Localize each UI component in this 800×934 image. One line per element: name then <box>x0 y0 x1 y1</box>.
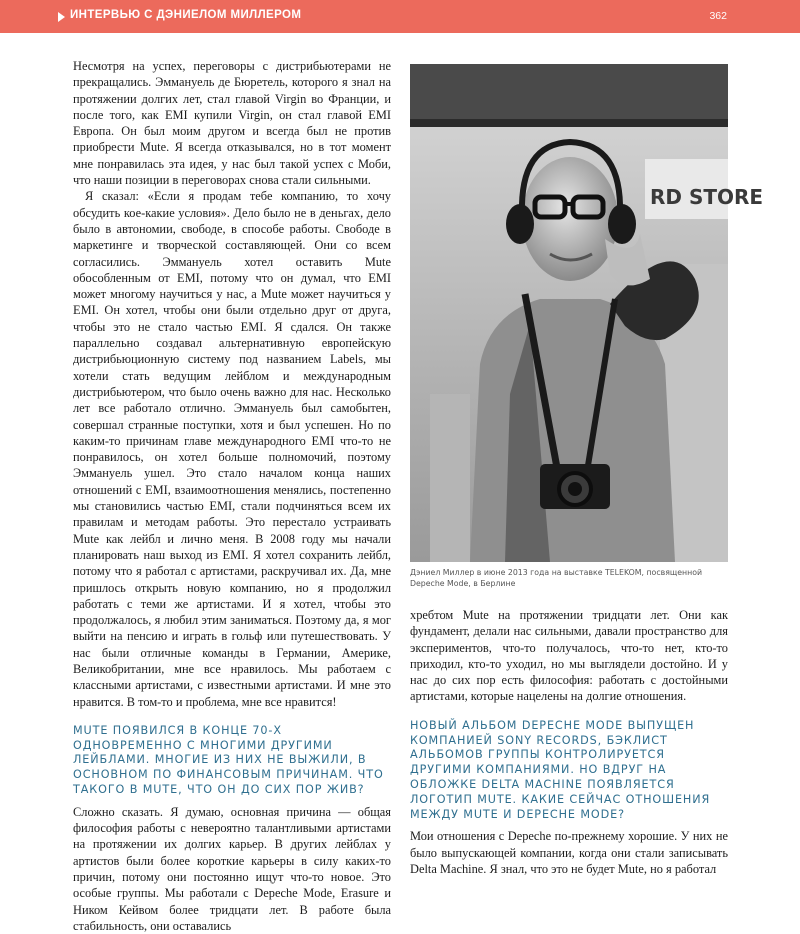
page-header <box>0 0 800 33</box>
store-sign: RD STORE <box>650 185 764 209</box>
paragraph: хребтом Mute на протяжении тридцати лет. Они как фундамент, делали нас сильными, давали пространство для экспериментов, что-то получалось, что-то нет, кто-то приходил, кто-то уходил, но мы выглядели достойно. И у нас до сих пор есть философия: работать с достойными артистами, которые нацелены на долгие отношения. <box>410 608 728 704</box>
photo-caption: Дэниел Миллер в июне 2013 года на выставке TELEKOM, посвященной Depeche Mode, в Берлине <box>410 568 703 588</box>
photo-illustration <box>410 64 764 562</box>
triangle-arrow-icon <box>58 12 65 22</box>
interview-question: MUTE ПОЯВИЛСЯ В КОНЦЕ 70-Х ОДНОВРЕМЕННО С МНОГИМИ ДРУГИМИ ЛЕЙБЛАМИ. МНОГИЕ ИЗ НИХ НЕ ВЫЖИЛИ, В ОСНОВНОМ ПО ФИНАНСОВЫМ ПРИЧИНАМ. ЧТО ТАКОГО В MUTE, ЧТО ОН ДО СИХ ПОР ЖИВ? <box>73 723 384 797</box>
interview-answer: Мои отношения с Depeche по-прежнему хорошие. У них не было выпускающей компании, когда они стали записывать Delta Machine. Я знал, что это не будет Mute, но я работал <box>410 829 728 876</box>
interview-answer: Сложно сказать. Я думаю, основная причина — общая философия работы с невероятно талантливыми артистами на протяжении их долгих карьер. В других лейблах у артистов были более короткие карьеры в силу каких-то причин, потому они постоянно ищут что-то новое. Это особые группы. Мы работали с Depeche Mode, Erasure и Ником Кейвом более тридцати лет. В работе была стабильность, они оставались <box>73 804 391 933</box>
right-column <box>410 607 728 877</box>
paragraph: Я сказал: «Если я продам тебе компанию, то хочу обсудить кое-какие условия». Дело было не в деньгах, дело было в автономии, свободе, в способе работы. Свободе в маркетинге и творческой составляющей. Они со всем согласились. Эммануель хотел оставить Mute обособленным от EMI, потому что он думал, что EMI может многому научиться у нас, а Mute может научиться у EMI. Он хотел, чтобы они были отдельно друг от друга, чтобы это не стало частью EMI. Я сдался. Он также параллельно создавал альтернативную европейскую дистрибьюционную систему под названием Labels, мы хотели стать ведущим лейблом и международным дистрибьютером, что было очень важно для нас. Несколько лет все работало отлично. Эммануель был самобытен, совершал странные поступки, хотя и был успешен. Но по каким-то причинам главе международного EMI что-то не понравилось, он хотел больше полномочий, поэтому Эммануель ушел. Это стало началом конца наших отношений с EMI, взаимоотношения менялись, постепенно мы становились частью EMI, стали подчиняться всем их правилам и методам работы. Это перестало устраивать Mute как лейбл и лично меня. В 2008 году мы начали планировать наш выход из EMI. Я хотел сохранить лейбл, потому что я работал с артистами, раскручивал их. Да, мне пришлось открыть новую компанию, но я продолжил работать с теми же артистами. И я хотел, чтобы это продолжалось, я любил этим заниматься. Поэтому да, я мог выйти на пенсию и играть в гольф или путешествовать. У нас были отличные команды в Германии, Америке, Великобритании, мне все нравилось. Мы работаем с классными артистами, с известными артистами. И мне это нравится. В том-то и проблема, мне все нравится! <box>73 189 391 709</box>
page-number: 362 <box>709 10 727 22</box>
left-column <box>73 58 391 934</box>
section-title: ИНТЕРВЬЮ С ДЭНИЕЛОМ МИЛЛЕРОМ <box>70 9 302 21</box>
interview-question: НОВЫЙ АЛЬБОМ DEPECHE MODE ВЫПУЩЕН КОМПАНИЕЙ SONY RECORDS, БЭКЛИСТ АЛЬБОМОВ ГРУППЫ КОНТРОЛИРУЕТСЯ ДРУГИМИ КОМПАНИЯМИ. НО ВДРУГ НА ОБЛОЖКЕ DELTA MACHINE ПОЯВЛЯЕТСЯ ЛОГОТИП MUTE. КАКИЕ СЕЙЧАС ОТНОШЕНИЯ МЕЖДУ MUTE И DEPECHE MODE? <box>410 718 711 821</box>
photo <box>410 64 764 562</box>
paragraph: Несмотря на успех, переговоры с дистрибьютерами не прекращались. Эммануель де Бюретель, которого я знал на протяжении долгих лет, стал главой Virgin во Франции, и после того, как EMI купили Virgin, он стал главой EMI Европа. Он был моим другом и всегда был не против приобрести Mute. Я всегда отказывался, но в тот момент мне понравилась эта идея, у нас был такой успех с Моби, что наши позиции в переговорах снова стали сильными. <box>73 59 391 188</box>
